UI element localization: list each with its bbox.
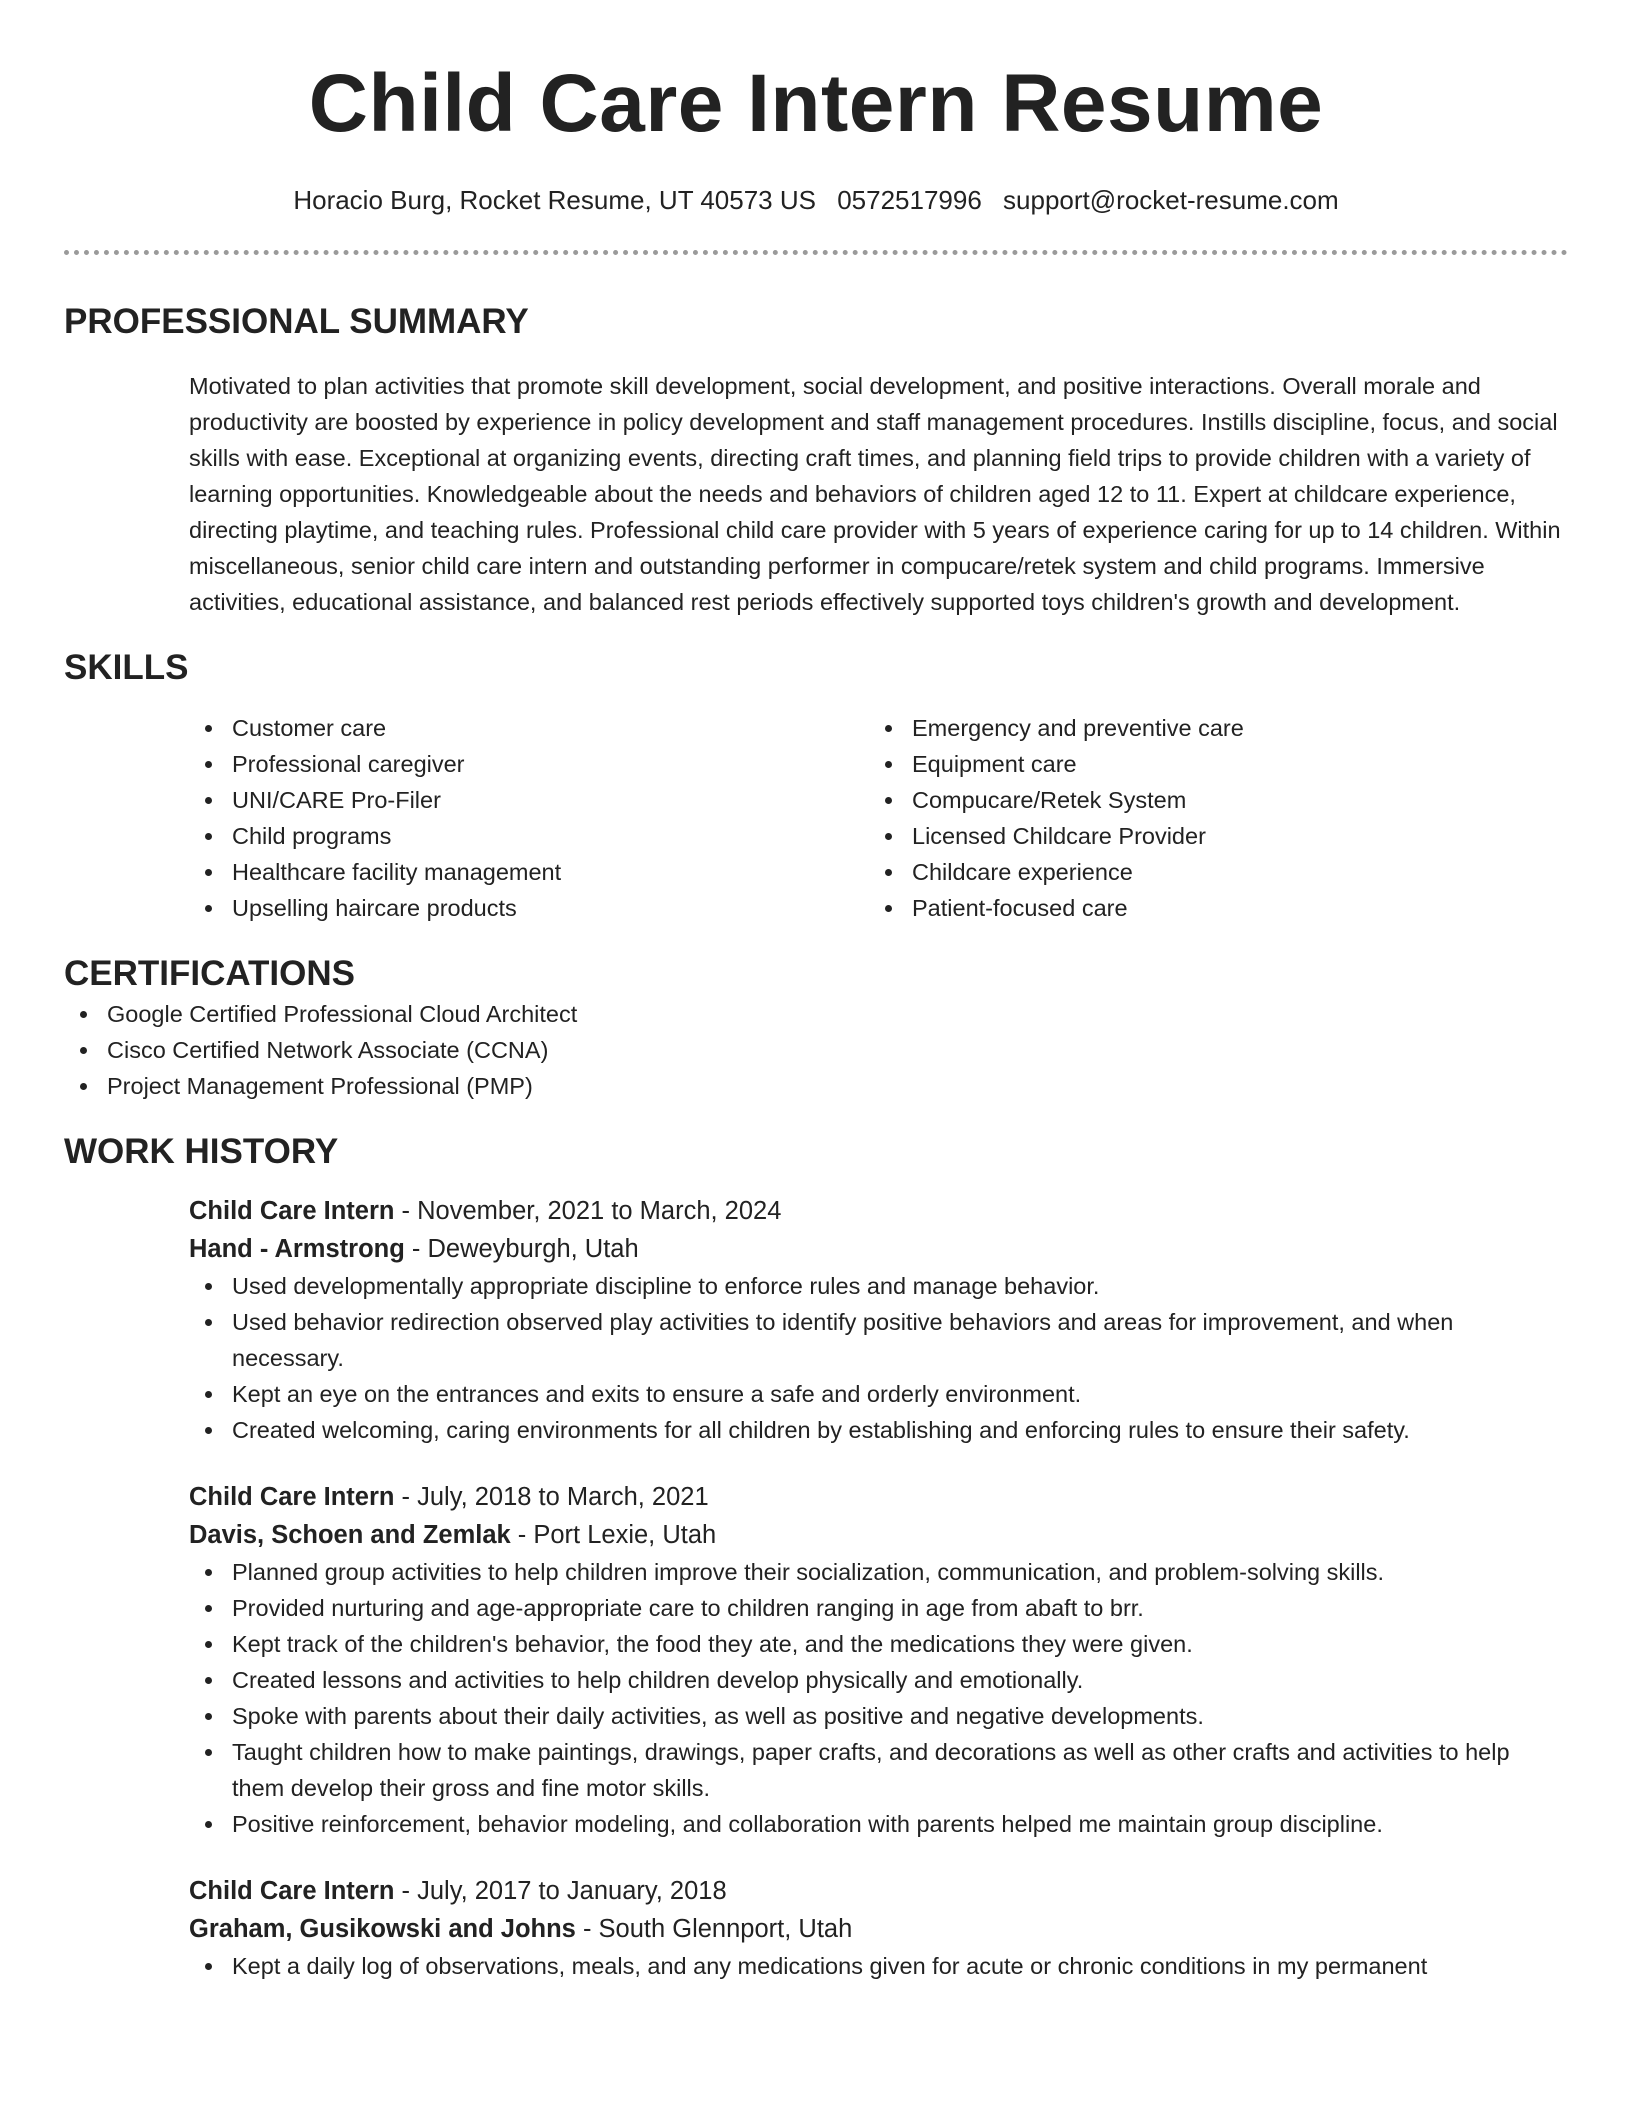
job-duties-list	[189, 1554, 1568, 1842]
job-title: Child Care Intern	[189, 1197, 395, 1225]
certifications-heading: CERTIFICATIONS	[64, 954, 356, 993]
job-duty: Positive reinforcement, behavior modeling, and collaboration with parents helped me maintain group discipline.	[189, 1806, 1568, 1842]
job-location: - South Glennport, Utah	[575, 1915, 853, 1943]
skill-item: Healthcare facility management	[189, 854, 869, 890]
job-company-line	[189, 1230, 1568, 1268]
job-entry	[189, 1478, 1568, 1842]
job-company-line	[189, 1910, 1568, 1948]
job-location: - Port Lexie, Utah	[510, 1521, 717, 1549]
skill-item: Patient-focused care	[869, 890, 1549, 926]
job-title-line	[189, 1192, 1568, 1230]
job-duty: Kept track of the children's behavior, the food they ate, and the medications they were given.	[189, 1626, 1568, 1662]
skills-columns	[189, 710, 1568, 926]
job-duty: Taught children how to make paintings, drawings, paper crafts, and decorations as well as other crafts and activities to help them develop their gross and fine motor skills.	[189, 1734, 1568, 1806]
skills-section	[64, 646, 1568, 926]
skills-list-right	[869, 710, 1549, 926]
job-company: Hand - Armstrong	[189, 1235, 405, 1263]
job-title: Child Care Intern	[189, 1483, 395, 1511]
skill-item: UNI/CARE Pro-Filer	[189, 782, 869, 818]
certification-item: Project Management Professional (PMP)	[64, 1068, 1568, 1104]
skill-item: Licensed Childcare Provider	[869, 818, 1549, 854]
certifications-list	[64, 996, 1568, 1104]
contact-address: Horacio Burg, Rocket Resume, UT 40573 US	[293, 185, 816, 215]
skill-item: Compucare/Retek System	[869, 782, 1549, 818]
summary-section	[64, 300, 1568, 620]
job-location: - Deweyburgh, Utah	[404, 1235, 639, 1263]
job-dates: - November, 2021 to March, 2024	[394, 1197, 782, 1225]
skill-item: Childcare experience	[869, 854, 1549, 890]
job-duties-list	[189, 1948, 1568, 1984]
job-company: Graham, Gusikowski and Johns	[189, 1915, 576, 1943]
job-duty: Used behavior redirection observed play activities to identify positive behaviors and areas for improvement, and when necessary.	[189, 1304, 1568, 1376]
job-entry	[189, 1192, 1568, 1448]
skill-item: Upselling haircare products	[189, 890, 869, 926]
job-duty: Used developmentally appropriate discipline to enforce rules and manage behavior.	[189, 1268, 1568, 1304]
job-dates: - July, 2017 to January, 2018	[394, 1877, 727, 1905]
job-duties-list	[189, 1268, 1568, 1448]
job-title-line	[189, 1478, 1568, 1516]
job-duty: Kept an eye on the entrances and exits to ensure a safe and orderly environment.	[189, 1376, 1568, 1412]
skills-list-left	[189, 710, 869, 926]
job-duty: Created lessons and activities to help children develop physically and emotionally.	[189, 1662, 1568, 1698]
skill-item: Emergency and preventive care	[869, 710, 1549, 746]
job-entry	[189, 1872, 1568, 1984]
skills-heading: SKILLS	[64, 648, 189, 687]
certification-item: Google Certified Professional Cloud Architect	[64, 996, 1568, 1032]
job-duty: Provided nurturing and age-appropriate care to children ranging in age from abaft to brr.	[189, 1590, 1568, 1626]
page-title: Child Care Intern Resume	[308, 58, 1324, 149]
contact-email: support@rocket-resume.com	[1003, 185, 1339, 215]
job-duty: Planned group activities to help children improve their socialization, communication, and problem-solving skills.	[189, 1554, 1568, 1590]
certification-item: Cisco Certified Network Associate (CCNA)	[64, 1032, 1568, 1068]
job-title: Child Care Intern	[189, 1877, 395, 1905]
job-company: Davis, Schoen and Zemlak	[189, 1521, 511, 1549]
job-duty: Created welcoming, caring environments for all children by establishing and enforcing rules to ensure their safety.	[189, 1412, 1568, 1448]
contact-info	[0, 184, 1632, 216]
skill-item: Professional caregiver	[189, 746, 869, 782]
skill-item: Equipment care	[869, 746, 1549, 782]
job-duty: Spoke with parents about their daily activities, as well as positive and negative developments.	[189, 1698, 1568, 1734]
work-heading: WORK HISTORY	[64, 1132, 339, 1171]
resume-header	[0, 0, 1632, 216]
header-divider	[64, 250, 1568, 255]
certifications-section	[64, 952, 1568, 1104]
work-section	[64, 1130, 1568, 1984]
skill-item: Child programs	[189, 818, 869, 854]
skill-item: Customer care	[189, 710, 869, 746]
job-duty: Kept a daily log of observations, meals, and any medications given for acute or chronic conditions in my permanent	[189, 1948, 1568, 1984]
summary-text: Motivated to plan activities that promote skill development, social development, and positive interactions. Overall morale and productivity are boosted by experience in policy development and staff management procedures. Instills discipline, focus, and social skills with ease. Exceptional at organizing events, directing craft times, and planning field trips to provide children with a variety of learning opportunities. Knowledgeable about the needs and behaviors of children aged 12 to 11. Expert at childcare experience, directing playtime, and teaching rules. Professional child care provider with 5 years of experience caring for up to 14 children. Within miscellaneous, senior child care intern and outstanding performer in compucare/retek system and child programs. Immersive activities, educational assistance, and balanced rest periods effectively supported toys children's growth and development.	[189, 373, 1561, 615]
summary-heading: PROFESSIONAL SUMMARY	[64, 302, 529, 341]
contact-phone: 0572517996	[837, 185, 982, 215]
job-title-line	[189, 1872, 1568, 1910]
job-company-line	[189, 1516, 1568, 1554]
job-dates: - July, 2018 to March, 2021	[394, 1483, 709, 1511]
